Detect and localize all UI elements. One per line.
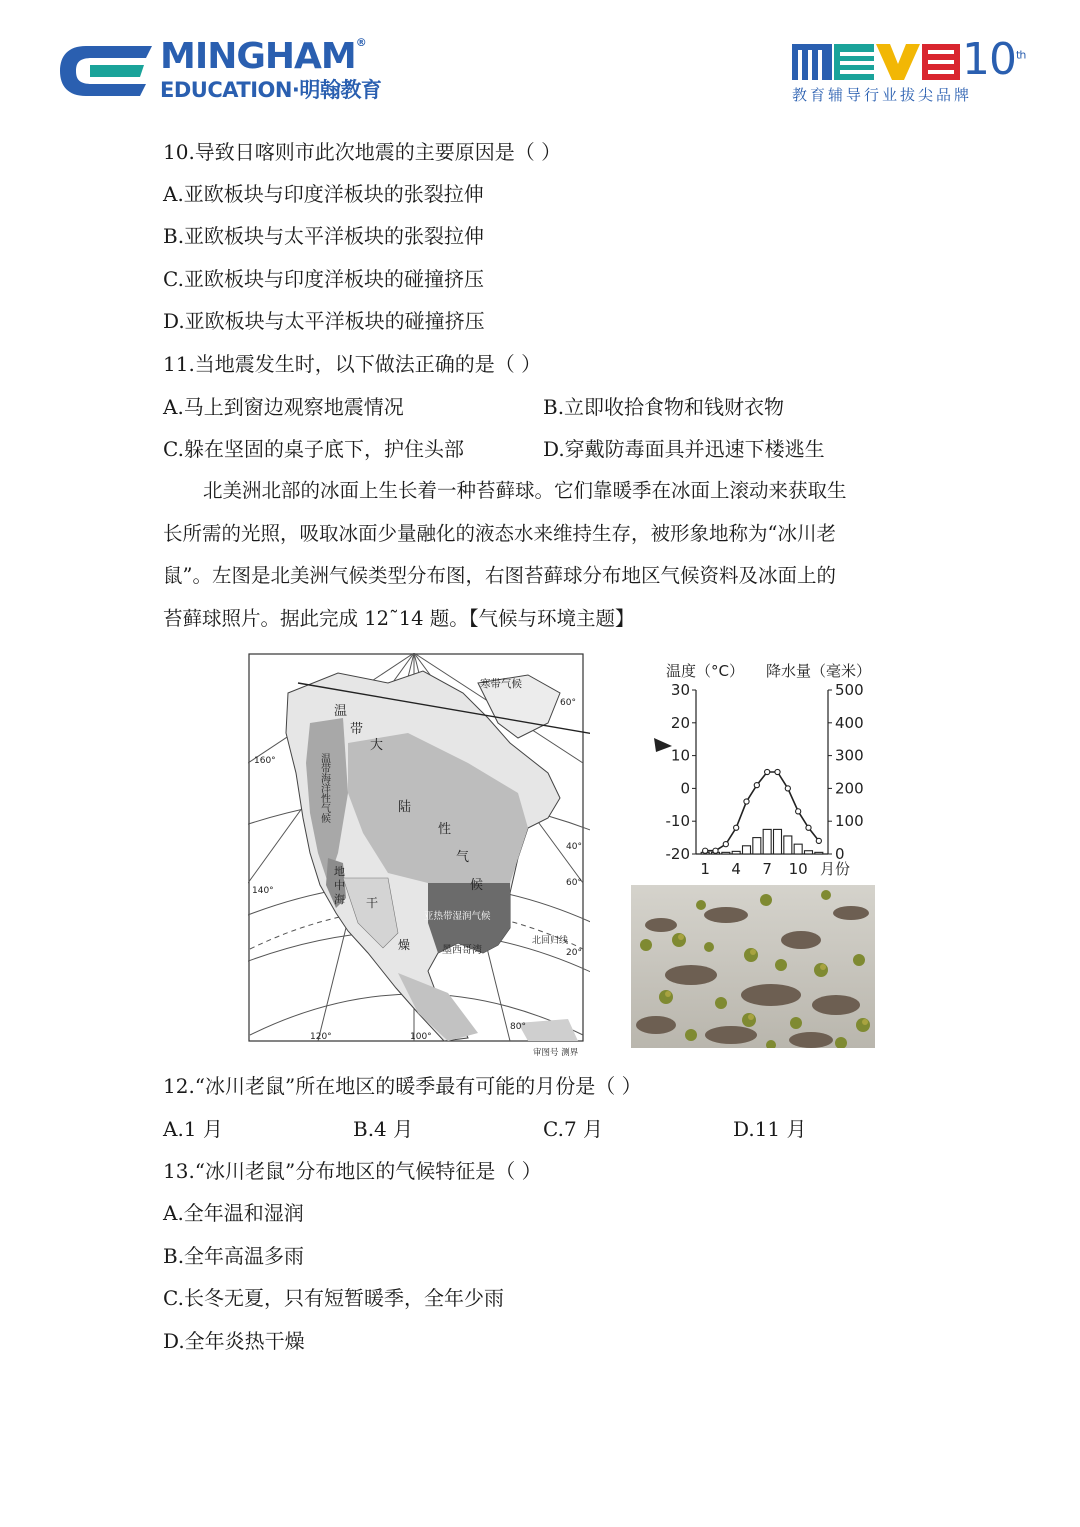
label-marine: 温带海洋性气候 <box>318 753 330 823</box>
chart-x-tick-label: 4 <box>731 860 741 878</box>
label-qi: 气 <box>456 850 470 865</box>
degree-160: 160° <box>254 756 276 766</box>
q10-option-c: C.亚欧板块与印度洋板块的碰撞挤压 <box>163 267 484 291</box>
degree-100: 100° <box>410 1032 432 1042</box>
chart-right-axis-label: 降水量（毫米） <box>766 662 872 680</box>
question-12-stem: 12.“冰川老鼠”所在地区的暖季最有可能的月份是（ ） <box>163 1074 642 1098</box>
chart-left-tick-label: -20 <box>665 845 690 863</box>
label-hou: 候 <box>470 878 484 893</box>
precip-bar <box>774 829 782 854</box>
moss-ball-photo <box>631 885 875 1048</box>
chart-left-tick-label: 0 <box>680 779 690 798</box>
question-11-stem: 11.当地震发生时，以下做法正确的是（ ） <box>163 352 542 376</box>
q11-option-d: D.穿戴防毒面具并迅速下楼逃生 <box>543 437 825 461</box>
precip-bar <box>732 851 740 854</box>
degree-140: 140° <box>252 886 274 896</box>
degree-20: 20° <box>566 948 582 958</box>
precip-bar <box>815 852 823 854</box>
mingham-logo-icon <box>56 40 156 102</box>
label-da: 大 <box>370 738 384 753</box>
chart-right-tick-label: 200 <box>835 779 864 798</box>
chart-x-tick-label: 1 <box>700 860 710 878</box>
precip-bar <box>763 829 771 854</box>
q11-option-c: C.躲在坚固的桌子底下，护住头部 <box>163 437 464 461</box>
precip-bar <box>743 846 751 854</box>
chart-right-tick-label: 400 <box>835 713 864 732</box>
chart-left-tick-label: 20 <box>670 713 690 732</box>
label-arid-2: 燥 <box>398 938 411 952</box>
label-med-1: 地 <box>334 865 345 878</box>
q13-option-b: B.全年高温多雨 <box>163 1244 305 1268</box>
chart-left-tick-label: 10 <box>670 746 690 765</box>
precip-bar <box>794 844 802 854</box>
chart-left-tick-label: 30 <box>670 681 690 699</box>
label-tropic-cancer: 北回归线 <box>532 936 569 946</box>
temperature-point <box>713 848 718 853</box>
chart-left-axis-label: 温度（°C） <box>666 662 744 680</box>
q10-option-d: D.亚欧板块与太平洋板块的碰撞挤压 <box>163 309 485 333</box>
chart-right-tick-label: 500 <box>835 681 864 699</box>
q11-option-b: B.立即收拾食物和钱财衣物 <box>543 395 785 419</box>
passage-line-4: 苔藓球照片。据此完成 12˜14 题。【气候与环境主题】 <box>163 607 635 630</box>
temperature-point <box>775 769 780 774</box>
precip-bar <box>753 838 761 854</box>
label-arid-1: 干 <box>366 896 379 910</box>
temperature-point <box>754 783 759 788</box>
anniversary-badge: 10th <box>962 34 1026 85</box>
label-map-source: 审图号 测界 <box>533 1048 579 1058</box>
chart-left-tick-label: -10 <box>665 812 690 831</box>
temperature-point <box>785 786 790 791</box>
chart-right-tick-label: 0 <box>835 845 845 863</box>
north-america-climate-map <box>248 653 590 1058</box>
question-13-stem: 13.“冰川老鼠”分布地区的气候特征是（ ） <box>163 1159 542 1183</box>
label-zone-dai: 带 <box>350 722 364 737</box>
south-america-tip <box>518 1019 578 1041</box>
temperature-line <box>705 772 819 851</box>
label-gulf: 墨西哥湾 <box>442 945 482 956</box>
q10-option-a: A.亚欧板块与印度洋板块的张裂拉伸 <box>163 182 484 206</box>
label-temperate: 温 <box>334 704 348 719</box>
q12-option-d: D.11 月 <box>733 1117 807 1141</box>
label-xing: 性 <box>438 822 452 837</box>
degree-80: 80° <box>510 1022 526 1032</box>
q12-option-a: A.1 月 <box>163 1117 223 1141</box>
temperature-point <box>765 769 770 774</box>
temperature-point <box>816 838 821 843</box>
q12-option-c: C.7 月 <box>543 1117 604 1141</box>
chart-x-suffix: 月份 <box>820 860 851 878</box>
logo-tagline: 教育辅导行业拔尖品牌 <box>792 86 973 104</box>
label-med-3: 海 <box>334 893 345 906</box>
precip-bar <box>722 852 730 854</box>
label-med-2: 中 <box>334 879 345 892</box>
degree-120: 120° <box>310 1032 332 1042</box>
label-lu: 陆 <box>398 800 412 815</box>
degree-60-right: 60° <box>566 878 582 888</box>
chart-x-tick-label: 7 <box>762 860 772 878</box>
passage-line-2: 长所需的光照，吸取冰面少量融化的液态水来维持生存，被形象地称为“冰川老 <box>163 522 836 545</box>
q13-option-c: C.长冬无夏，只有短暂暖季，全年少雨 <box>163 1286 504 1310</box>
mes-logo-icon <box>792 42 960 82</box>
temperature-point <box>796 809 801 814</box>
chart-right-tick-label: 100 <box>835 812 864 831</box>
q11-option-a: A.马上到窗边观察地震情况 <box>163 395 404 419</box>
passage-line-1: 北美洲北部的冰面上生长着一种苔藓球。它们靠暖季在冰面上滚动来获取生 <box>203 479 847 502</box>
chart-right-tick-label: 300 <box>835 746 864 765</box>
degree-40: 40° <box>566 842 582 852</box>
chart-x-tick-label: 10 <box>788 860 808 878</box>
degree-60-top: 60° <box>560 698 576 708</box>
q10-option-b: B.亚欧板块与太平洋板块的张裂拉伸 <box>163 224 485 248</box>
label-tundra: 寒带气候 <box>480 678 522 690</box>
temperature-point <box>723 842 728 847</box>
precip-bar <box>784 836 792 854</box>
temperature-point <box>806 825 811 830</box>
temperature-point <box>734 825 739 830</box>
q13-option-d: D.全年炎热干燥 <box>163 1329 305 1353</box>
temperature-point <box>744 799 749 804</box>
passage-line-3: 鼠”。左图是北美洲气候类型分布图，右图苔藓球分布地区气候资料及冰面上的 <box>163 564 836 587</box>
logo-brand-name: MINGHAM® <box>160 36 366 77</box>
temperature-point <box>703 848 708 853</box>
q13-option-a: A.全年温和湿润 <box>163 1201 304 1225</box>
q12-option-b: B.4 月 <box>353 1117 414 1141</box>
label-subtropical: 亚热带湿润气候 <box>424 911 491 922</box>
precip-bar <box>805 851 813 854</box>
question-10-stem: 10.导致日喀则市此次地震的主要原因是（ ） <box>163 140 562 164</box>
climate-chart <box>660 660 885 885</box>
logo-brand-sub: EDUCATION·明翰教育 <box>160 78 382 102</box>
